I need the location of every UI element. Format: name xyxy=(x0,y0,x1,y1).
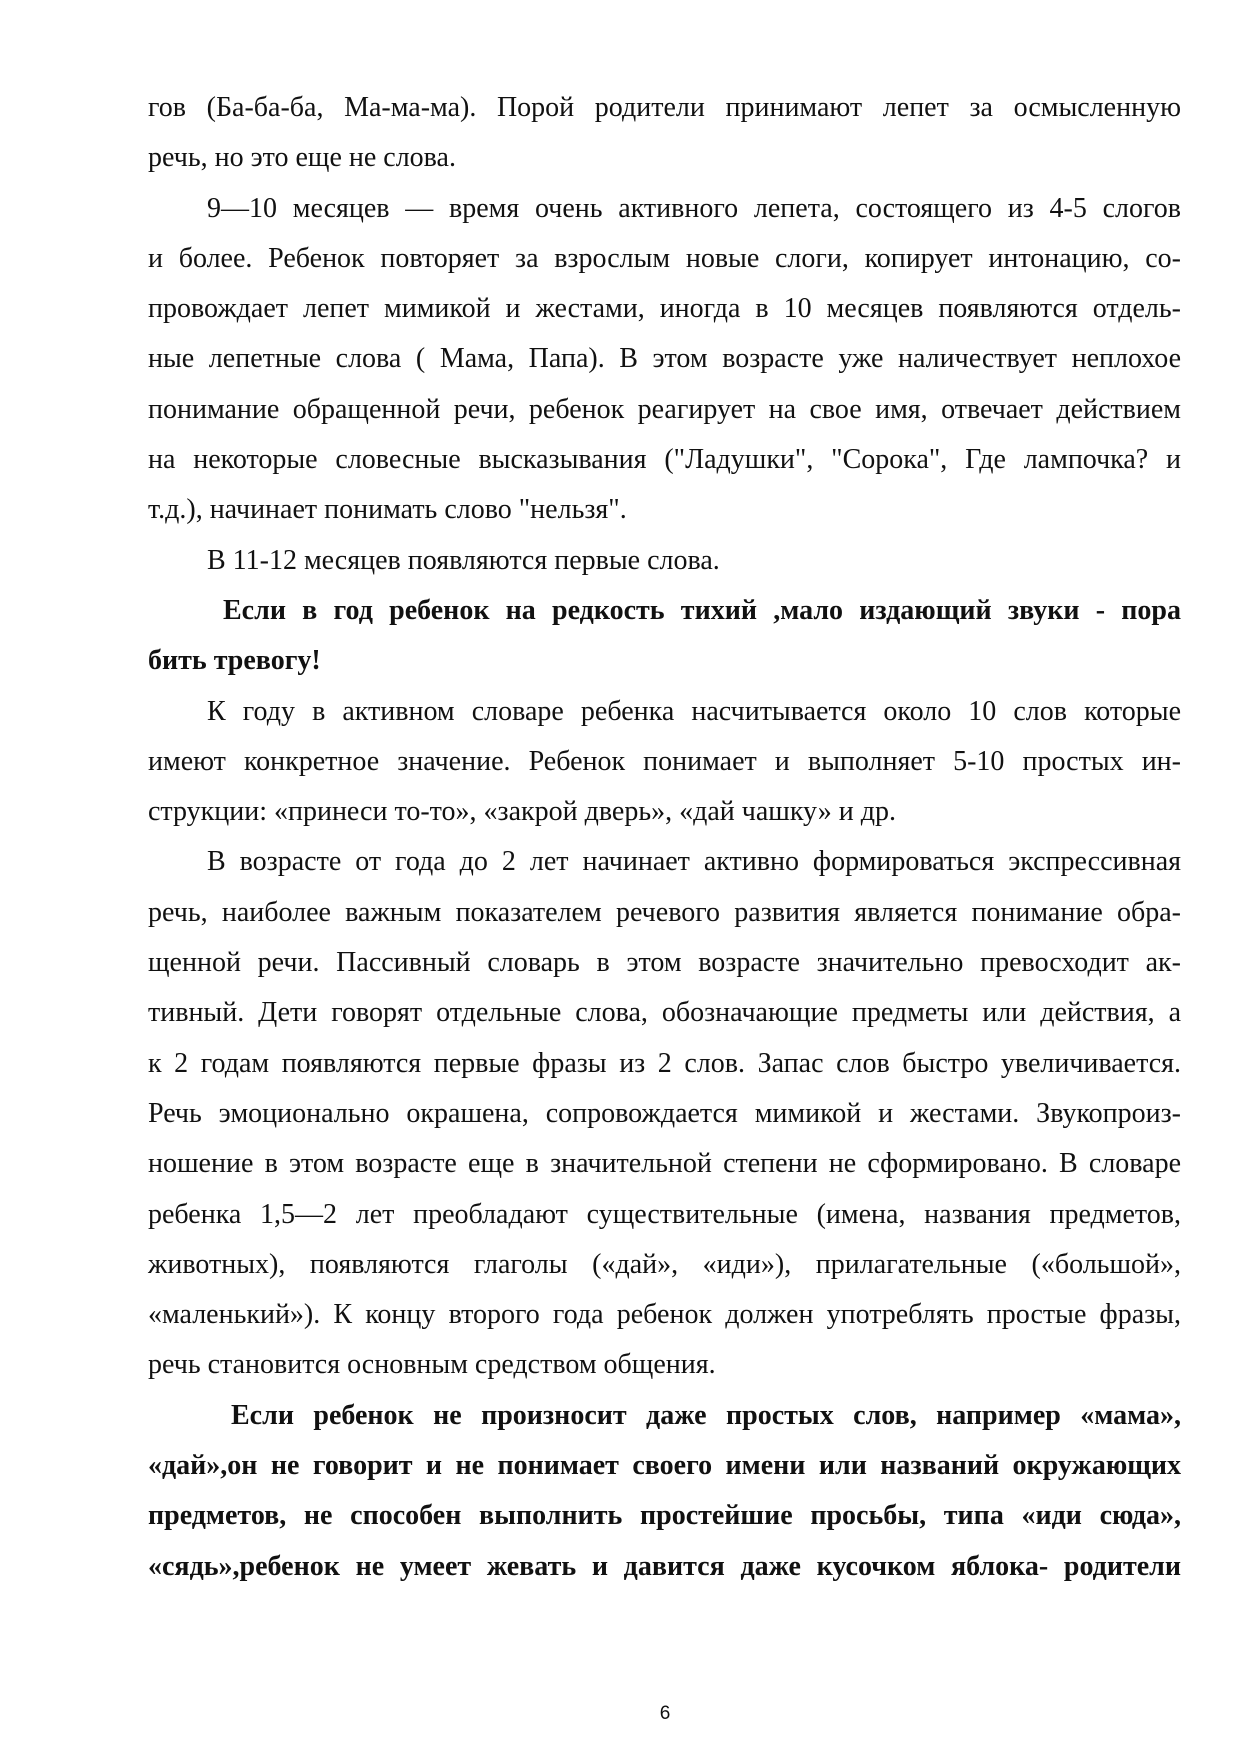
text-line: «маленький»). К концу второго года ребенок должен употреблять простые фразы, xyxy=(148,1299,1181,1331)
text-line: речь становится основным средством общения. xyxy=(148,1349,716,1381)
warning-line: «сядь»,ребенок не умеет жевать и давится даже кусочком яблока- родители xyxy=(148,1550,1181,1582)
text-line: Речь эмоционально окрашена, сопровождается мимикой и жестами. Звукопроиз- xyxy=(148,1097,1181,1129)
paragraph-start: К году в активном словаре ребенка насчитывается около 10 слов которые xyxy=(207,695,1181,727)
text-line: гов (Ба-ба-ба, Ма-ма-ма). Порой родители принимают лепет за осмысленную xyxy=(148,92,1181,123)
warning-line: бить тревогу! xyxy=(148,645,321,677)
text-line: имеют конкретное значение. Ребенок понимает и выполняет 5-10 простых ин- xyxy=(148,745,1181,777)
warning-line: Если в год ребенок на редкость тихий ,мало издающий звуки - пора xyxy=(223,594,1181,626)
text-line: и более. Ребенок повторяет за взрослым новые слоги, копирует интонацию, со- xyxy=(148,242,1181,274)
paragraph-start: 9—10 месяцев — время очень активного лепета, состоящего из 4-5 слогов xyxy=(207,192,1181,224)
paragraph-start: В возрасте от года до 2 лет начинает активно формироваться экспрессивная xyxy=(207,846,1181,878)
paragraph-start: В 11-12 месяцев появляются первые слова. xyxy=(207,544,720,576)
text-line: речь, наиболее важным показателем речевого развития является понимание обра- xyxy=(148,896,1181,928)
warning-line: предметов, не способен выполнить простейшие просьбы, типа «иди сюда», xyxy=(148,1500,1181,1532)
document-body xyxy=(148,83,1181,1592)
page-number: 6 xyxy=(659,1703,671,1724)
text-line: щенной речи. Пассивный словарь в этом возрасте значительно превосходит ак- xyxy=(148,947,1181,979)
text-line: т.д.), начинает понимать слово "нельзя". xyxy=(148,494,627,526)
text-line: к 2 годам появляются первые фразы из 2 слов. Запас слов быстро увеличивается. xyxy=(148,1047,1181,1079)
text-line: речь, но это еще не слова. xyxy=(148,142,456,174)
text-line: струкции: «принеси то-то», «закрой дверь», «дай чашку» и др. xyxy=(148,796,896,828)
text-line: животных), появляются глаголы («дай», «иди»), прилагательные («большой», xyxy=(148,1248,1181,1280)
text-line: тивный. Дети говорят отдельные слова, обозначающие предметы или действия, а xyxy=(148,997,1181,1029)
warning-line: «дай»,он не говорит и не понимает своего имени или названий окружающих xyxy=(148,1450,1181,1482)
text-line: ные лепетные слова ( Мама, Папа). В этом возрасте уже наличествует неплохое xyxy=(148,343,1181,375)
text-line: ребенка 1,5—2 лет преобладают существительные (имена, названия предметов, xyxy=(148,1198,1181,1230)
text-line: понимание обращенной речи, ребенок реагирует на свое имя, отвечает действием xyxy=(148,393,1181,425)
text-line: ношение в этом возрасте еще в значительной степени не сформировано. В словаре xyxy=(148,1148,1181,1180)
text-line: провождает лепет мимикой и жестами, иногда в 10 месяцев появляются отдель- xyxy=(148,293,1181,325)
text-line: на некоторые словесные высказывания ("Ладушки", "Сорока", Где лампочка? и xyxy=(148,444,1181,476)
warning-line: Если ребенок не произносит даже простых слов, например «мама», xyxy=(231,1399,1181,1431)
